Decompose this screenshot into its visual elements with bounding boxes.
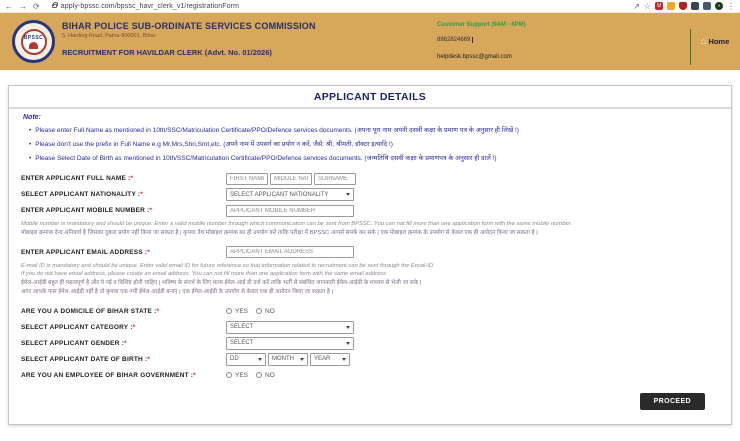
employee-radio-group <box>226 372 280 379</box>
forward-icon[interactable]: → <box>19 1 27 11</box>
employee-label <box>21 372 226 379</box>
mobile-input[interactable] <box>226 205 354 217</box>
lock-icon <box>52 4 57 8</box>
first-name-input[interactable] <box>226 173 268 185</box>
mobile-note-hi: मोबाइल क्रमांक देना अनिवार्य है जिसका दुबारा प्रयोग नहीं किया जा सकता है | कृपया वैध मोबाइल क्रमांक का ही उपयोग करें ताकि परीक्षा में BPSSC आपसे संपर्क कर सके | एक मोबाइल क्रमांक के उपयोग से केवल एक ही आवेदन किया जा सकता है | <box>21 230 538 237</box>
support-phone: 8862824669 <box>437 37 473 43</box>
email-note-en2: If you do not have email address, please create an email address. You can not fill more than one application form with the same email address <box>21 271 386 278</box>
required-asterisk: * <box>140 191 144 199</box>
gender-select[interactable] <box>226 337 354 350</box>
home-link[interactable] <box>701 37 729 46</box>
reload-icon[interactable]: ⟳ <box>33 1 40 11</box>
chevron-down-icon <box>342 358 346 361</box>
bpssc-logo <box>12 20 55 63</box>
share-icon[interactable]: ↗ <box>633 1 640 11</box>
dob-month-value: MONTH <box>272 356 294 362</box>
chevron-down-icon <box>258 358 262 361</box>
note-item <box>23 127 717 135</box>
note-heading: Note: <box>23 114 41 121</box>
bullet-icon: • <box>29 155 32 163</box>
extension-bot-icon[interactable] <box>691 2 699 10</box>
bpssc-logo-emblem <box>21 29 47 55</box>
support-hours-label: Customer Support (9AM - 6PM) <box>437 22 526 28</box>
category-select-value: SELECT <box>230 324 254 330</box>
mobile-label-text: ENTER APPLICANT MOBILE NUMBER : <box>21 207 150 215</box>
nationality-label-text: SELECT APPLICANT NATIONALITY : <box>21 191 141 199</box>
email-note-hi2: अगर आपके पास ईमेल-आईडी नहीं है तो कृपया एक नयी ईमेल-आईडी बनाएं | एक ईमेल-आईडी के उपयोग से केवल एक ही आवेदन किया जा सकता है | <box>21 288 334 295</box>
mobile-label <box>21 207 226 214</box>
employee-label-text: ARE YOU AN EMPLOYEE OF BIHAR GOVERNMENT : <box>21 371 194 379</box>
employee-no-radio[interactable] <box>256 372 262 378</box>
dob-month-select[interactable] <box>268 353 308 366</box>
required-asterisk: * <box>132 323 136 331</box>
org-info <box>62 21 316 57</box>
bookmark-star-icon[interactable]: ☆ <box>643 1 651 11</box>
note-item <box>23 155 717 163</box>
app-header <box>0 13 740 70</box>
bullet-icon: • <box>29 141 32 149</box>
category-row <box>21 321 719 334</box>
bpssc-logo-text: BPSSC <box>23 34 44 41</box>
nationality-select[interactable] <box>226 188 354 201</box>
chevron-down-icon <box>346 326 350 329</box>
extension-ublock-icon[interactable]: U <box>655 2 663 10</box>
required-asterisk: * <box>149 207 153 215</box>
chevron-down-icon <box>300 358 304 361</box>
chevron-down-icon <box>346 342 350 345</box>
bullet-icon: • <box>29 127 32 134</box>
email-help-notes <box>21 262 719 297</box>
nationality-row <box>21 188 719 201</box>
home-icon: ⌂ <box>701 36 707 46</box>
required-asterisk: * <box>147 355 151 363</box>
header-divider <box>690 29 691 65</box>
required-asterisk: * <box>124 339 127 347</box>
mobile-row <box>21 204 719 217</box>
dob-day-value: DD <box>230 356 239 362</box>
browser-toolbar <box>0 0 740 13</box>
extension-shield-icon[interactable] <box>679 2 687 10</box>
employee-no-label: NO <box>265 371 275 379</box>
org-address: 5, Harding Road, Patna-800001, Bihar <box>62 33 156 39</box>
domicile-no-radio[interactable] <box>256 308 262 314</box>
chevron-down-icon <box>346 193 350 196</box>
category-label-text: SELECT APPLICANT CATEGORY : <box>21 323 133 331</box>
applicant-details-card <box>8 85 732 425</box>
full-name-label-text: ENTER APPLICANT FULL NAME : <box>21 175 131 183</box>
email-note-en1: E-mail ID is mandatory and should be unique. Enter valid email ID for future reference so that information related to recruitment can be sent through the Email-ID <box>21 262 434 269</box>
employee-row <box>21 369 719 382</box>
gender-row <box>21 337 719 350</box>
email-note-hi1: ईमेल-आईडी बहुत ही महत्वपूर्ण है और ये नई व विशिष्ट होनी चाहिए | भविष्य के संदर्भ के लिए मान्य ईमेल-आई डी दर्ज करें ताकि भर्ती से संबंधित जानकारी ईमेल-आईडी के माध्यम से भेजी जा सके | <box>21 280 422 287</box>
full-name-label <box>21 175 226 182</box>
org-name: BIHAR POLICE SUB-ORDINATE SERVICES COMMISSION <box>62 21 316 31</box>
note-text: Please don't use the prefix in Full Name e.g Mr,Mrs,Shri,Smt,etc. (अपने नाम में उपसर्ग का प्रयोग न करें, जैसे: श्री, श्रीमती, डॉक्टर इत्यादि !) <box>35 141 393 149</box>
extension-icon[interactable] <box>703 2 711 10</box>
gender-label-text: SELECT APPLICANT GENDER : <box>21 339 124 347</box>
proceed-area <box>21 385 719 410</box>
dob-day-select[interactable] <box>226 353 266 366</box>
domicile-no-label: NO <box>265 307 275 315</box>
email-input[interactable] <box>226 246 354 258</box>
extension-green-icon[interactable]: ● <box>715 2 723 10</box>
required-asterisk: * <box>147 248 150 256</box>
recruitment-title: RECRUITMENT FOR HAVILDAR CLERK (Advt. No. 01/2026) <box>62 48 272 57</box>
domicile-label-text: ARE YOU A DOMICILE OF BIHAR STATE : <box>21 307 157 315</box>
gender-label <box>21 340 226 347</box>
dob-year-select[interactable] <box>310 353 350 366</box>
domicile-row <box>21 305 719 318</box>
dob-label-text: SELECT APPLICANT DATE OF BIRTH : <box>21 355 148 363</box>
extension-icon[interactable] <box>667 2 675 10</box>
email-label-text: ENTER APPLICANT EMAIL ADDRESS : <box>21 248 148 256</box>
domicile-label <box>21 308 226 315</box>
category-label <box>21 324 226 331</box>
required-asterisk: * <box>156 307 160 315</box>
note-text: Please Select Date of Birth as mentioned in 10th/SSC/Matriculation Certificate/PPO/Defence services documents. (जन्मतिथि दसवीं कक्षा के प्रमाणपत्र के अनुसार ही डालें !) <box>35 155 497 163</box>
email-label <box>21 249 226 256</box>
support-email: helpdesk.bpssc@gmail.com <box>437 54 512 60</box>
domicile-yes-radio[interactable] <box>226 308 232 314</box>
surname-input[interactable] <box>314 173 356 185</box>
address-bar[interactable]: apply-bpssc.com/bpssc_havr_clerk_v1/registrationForm <box>60 2 240 10</box>
nationality-select-value: SELECT APPLICANT NATIONALITY <box>230 191 329 198</box>
employee-yes-label: YES <box>235 371 249 379</box>
dob-year-value: YEAR <box>314 356 331 362</box>
customer-support <box>437 22 526 60</box>
employee-yes-radio[interactable] <box>226 372 232 378</box>
dob-row <box>21 353 719 366</box>
domicile-yes-label: YES <box>235 307 249 315</box>
required-asterisk: * <box>193 371 196 379</box>
nationality-label <box>21 191 226 198</box>
mobile-note-en: Mobile number is mandatory and should be unique. Enter a valid mobile number through which communication can be sent from BPSSC. You can not fill more than one application form with the same mobile number. <box>21 221 573 228</box>
middle-name-input[interactable] <box>270 173 312 185</box>
page-title: APPLICANT DETAILS <box>9 86 731 109</box>
gender-select-value: SELECT <box>230 340 254 346</box>
mobile-help-notes <box>21 220 719 237</box>
email-row <box>21 246 719 259</box>
category-select[interactable] <box>226 321 354 334</box>
domicile-radio-group <box>226 308 280 315</box>
home-label: Home <box>708 37 730 46</box>
required-asterisk: * <box>130 175 134 183</box>
full-name-row <box>21 172 719 185</box>
note-text: Please enter Full Name as mentioned in 10th/SSC/Matriculation Certificate/PPO/Defence services documents. (अपना पूरा नाम अपनी दसवीं कक्षा के प्रमाण पत्र के अनुसार ही लिखें !) <box>35 127 519 134</box>
registration-form <box>9 163 731 409</box>
note-item <box>23 141 717 149</box>
browser-menu-icon[interactable]: ⋮ <box>727 1 735 11</box>
back-icon[interactable]: ← <box>5 1 13 11</box>
bpssc-logo-dome <box>29 42 38 49</box>
notes-section <box>9 109 731 163</box>
proceed-button[interactable]: PROCEED <box>640 393 705 410</box>
dob-label <box>21 356 226 363</box>
